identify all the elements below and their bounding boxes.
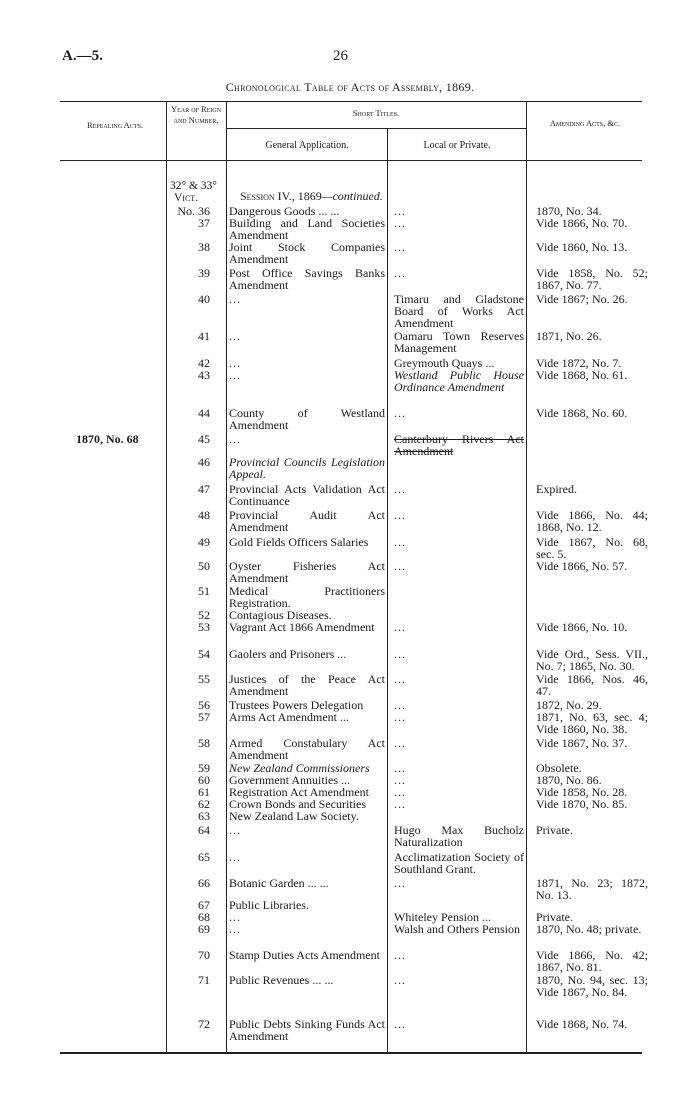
header-year-of-reign: Year of Reign and Number. (170, 104, 222, 125)
local-private-title: Walsh and Others Pension (394, 922, 521, 936)
amending-acts: Vide 1868, No. 61. (536, 368, 628, 382)
general-application-title: Crown Bonds and Securities (229, 797, 366, 811)
amending-acts: 1870, No. 34. (536, 204, 602, 218)
header-bottom-rule (60, 160, 642, 161)
table-bottom-rule (60, 1052, 642, 1054)
act-number: 56 (198, 698, 210, 712)
general-application-title: Justices of the Peace Act Amendment (229, 672, 385, 698)
act-number: 65 (198, 850, 210, 864)
local-private-title: ... (394, 647, 406, 661)
amending-acts: 1872, No. 29. (536, 698, 602, 712)
local-private-title: ... (394, 973, 406, 987)
act-number: 41 (198, 329, 210, 343)
general-application-title: Public Revenues ... ... (229, 973, 334, 987)
general-application-title: Provincial Audit Act Amendment (229, 508, 385, 534)
general-application-title: ... (229, 922, 241, 936)
act-number: 60 (198, 773, 210, 787)
local-private-title: ... (394, 876, 406, 890)
local-private-title: Whiteley Pension ... (394, 910, 491, 924)
act-number: 48 (198, 508, 210, 522)
general-application-title: Medical Practitioners Registration. (229, 584, 385, 610)
local-private-title: ... (394, 797, 406, 811)
amending-acts: Vide 1867, No. 68, sec. 5. (536, 535, 648, 561)
local-private-title: Oamaru Town Reserves Management (394, 329, 524, 355)
header-short-titles: Short Titles. (352, 108, 400, 118)
act-number: 47 (198, 482, 210, 496)
act-number: 52 (198, 608, 210, 622)
header-general-application: General Application. (265, 140, 349, 151)
general-application-title: Arms Act Amendment ... (229, 710, 349, 724)
general-application-title: ... (229, 850, 241, 864)
general-application-title: County of Westland Amendment (229, 406, 385, 432)
act-number: 49 (198, 535, 210, 549)
general-application-title: Contagious Diseases. (229, 608, 332, 622)
act-number: 46 (198, 455, 210, 469)
header-amending-acts: Amending Acts, &c. (549, 118, 621, 128)
page-number: 26 (333, 48, 348, 64)
general-application-title: Provincial Acts Validation Act Continuance (229, 482, 385, 508)
act-number: 72 (198, 1017, 210, 1031)
act-number: 67 (198, 898, 210, 912)
local-private-title: ... (394, 785, 406, 799)
act-number: 61 (198, 785, 210, 799)
local-private-title: ... (394, 773, 406, 787)
act-number: 42 (198, 356, 210, 370)
amending-acts: Vide 1866, No. 70. (536, 216, 628, 230)
general-application-title: ... (229, 823, 241, 837)
act-number: 54 (198, 647, 210, 661)
act-number: 44 (198, 406, 210, 420)
general-application-title: Stamp Duties Acts Amendment (229, 948, 380, 962)
header-local-or-private: Local or Private. (423, 140, 491, 151)
reign-year: 32° & 33° (170, 180, 217, 192)
header-repealing-acts: Repealing Acts. (87, 120, 143, 130)
amending-acts: Vide 1868, No. 74. (536, 1017, 628, 1031)
amending-acts: Vide 1867; No. 26. (536, 292, 628, 306)
amending-acts: Vide 1858, No. 28. (536, 785, 628, 799)
local-private-title: Canterbury Rivers Act Amendment (394, 432, 524, 458)
local-private-title: ... (394, 535, 406, 549)
local-private-title: ... (394, 482, 406, 496)
general-application-title: ... (229, 356, 241, 370)
rule-local-amending (526, 101, 527, 1052)
reign-label: Vict. (174, 192, 199, 204)
act-number: 50 (198, 559, 210, 573)
amending-acts: Vide 1867, No. 37. (536, 736, 628, 750)
general-application-title: Government Annuities ... (229, 773, 350, 787)
amending-acts: 1871, No. 63, sec. 4; Vide 1860, No. 38. (536, 710, 648, 736)
act-number: 63 (198, 809, 210, 823)
act-number: 68 (198, 910, 210, 924)
general-application-title: ... (229, 329, 241, 343)
amending-acts: 1870, No. 94, sec. 13; Vide 1867, No. 84. (536, 973, 648, 999)
amending-acts: Vide 1868, No. 60. (536, 406, 628, 420)
general-application-title: Building and Land Societies Amendment (229, 216, 385, 242)
amending-acts: Expired. (536, 482, 577, 496)
local-private-title: Westland Public House Ordinance Amendment (394, 368, 524, 394)
local-private-title: ... (394, 240, 406, 254)
act-number: 45 (198, 432, 210, 446)
amending-acts: Vide 1866, No. 42; 1867, No. 81. (536, 948, 648, 974)
act-number: 53 (198, 620, 210, 634)
general-application-title: Gold Fields Officers Salaries (229, 535, 369, 549)
local-private-title: ... (394, 559, 406, 573)
rule-year-general (226, 101, 227, 1052)
general-application-title: Joint Stock Companies Amendment (229, 240, 385, 266)
general-application-title: Post Office Savings Banks Amendment (229, 266, 385, 292)
amending-acts: Vide 1866, Nos. 46, 47. (536, 672, 648, 698)
amending-acts: Vide 1866, No. 57. (536, 559, 628, 573)
short-titles-rule (226, 128, 526, 129)
amending-acts: Private. (536, 910, 573, 924)
amending-acts: 1870, No. 86. (536, 773, 602, 787)
local-private-title: ... (394, 710, 406, 724)
session-label: Session IV., 1869 (240, 189, 322, 203)
rule-general-local (387, 128, 388, 1052)
amending-acts: Vide 1860, No. 13. (536, 240, 628, 254)
general-application-title: ... (229, 292, 241, 306)
act-number: 51 (198, 584, 210, 598)
act-number: 71 (198, 973, 210, 987)
amending-acts: Vide 1872, No. 7. (536, 356, 622, 370)
general-application-title: New Zealand Law Society. (229, 809, 359, 823)
local-private-title: ... (394, 204, 406, 218)
amending-acts: Vide 1866, No. 10. (536, 620, 628, 634)
act-number: 66 (198, 876, 210, 890)
local-private-title: ... (394, 1017, 406, 1031)
general-application-title: Public Debts Sinking Funds Act Amendment (229, 1017, 385, 1043)
local-private-title: ... (394, 508, 406, 522)
general-application-title: New Zealand Commissioners (229, 761, 370, 775)
local-private-title: ... (394, 948, 406, 962)
act-number: 62 (198, 797, 210, 811)
rule-repeal-year (166, 101, 167, 1052)
local-private-title: Hugo Max Bucholz Naturalization (394, 823, 524, 849)
general-application-title: Vagrant Act 1866 Amendment (229, 620, 375, 634)
act-number: 37 (198, 216, 210, 230)
amending-acts: Private. (536, 823, 573, 837)
document-id: A.—5. (62, 48, 103, 64)
general-application-title: ... (229, 910, 241, 924)
amending-acts: Vide Ord., Sess. VII., No. 7; 1865, No. 30. (536, 647, 648, 673)
act-number: 43 (198, 368, 210, 382)
general-application-title: Gaolers and Prisoners ... (229, 647, 347, 661)
act-number: 70 (198, 948, 210, 962)
amending-acts: 1871, No. 23; 1872, No. 13. (536, 876, 648, 902)
general-application-title: Armed Constabulary Act Amendment (229, 736, 385, 762)
table-top-rule (60, 101, 642, 102)
act-number: 40 (198, 292, 210, 306)
general-application-title: Registration Act Amendment (229, 785, 369, 799)
act-number: 55 (198, 672, 210, 686)
act-number: 58 (198, 736, 210, 750)
act-number: 59 (198, 761, 210, 775)
general-application-title: Dangerous Goods ... ... (229, 204, 340, 218)
local-private-title: ... (394, 761, 406, 775)
act-number: 38 (198, 240, 210, 254)
act-number: No. 36 (177, 204, 210, 218)
local-private-title: ... (394, 736, 406, 750)
general-application-title: ... (229, 432, 241, 446)
amending-acts: Vide 1866, No. 44; 1868, No. 12. (536, 508, 648, 534)
local-private-title: ... (394, 216, 406, 230)
general-application-title: ... (229, 368, 241, 382)
act-number: 57 (198, 710, 210, 724)
local-private-title: Greymouth Quays ... (394, 356, 495, 370)
table-caption: Chronological Table of Acts of Assembly, 1869. (225, 80, 475, 94)
session-suffix: —continued. (321, 189, 383, 203)
local-private-title: ... (394, 406, 406, 420)
session-heading (240, 189, 383, 204)
amending-acts: Obsolete. (536, 761, 582, 775)
local-private-title: ... (394, 672, 406, 686)
amending-acts: 1871, No. 26. (536, 329, 602, 343)
act-number: 69 (198, 922, 210, 936)
amending-acts: 1870, No. 48; private. (536, 922, 642, 936)
local-private-title: Acclimatization Society of Southland Grant. (394, 850, 524, 876)
local-private-title: Timaru and Gladstone Board of Works Act Amendment (394, 292, 524, 330)
local-private-title: ... (394, 266, 406, 280)
act-number: 64 (198, 823, 210, 837)
amending-acts: Vide 1870, No. 85. (536, 797, 628, 811)
general-application-title: Trustees Powers Delegation (229, 698, 364, 712)
act-number: 39 (198, 266, 210, 280)
local-private-title: ... (394, 620, 406, 634)
general-application-title: Public Libraries. (229, 898, 309, 912)
general-application-title: Provincial Councils Legislation Appeal. (229, 455, 385, 481)
repealing-act: 1870, No. 68 (76, 432, 139, 446)
general-application-title: Botanic Garden ... ... (229, 876, 329, 890)
local-private-title: ... (394, 698, 406, 712)
amending-acts: Vide 1858, No. 52; 1867, No. 77. (536, 266, 648, 292)
general-application-title: Oyster Fisheries Act Amendment (229, 559, 385, 585)
